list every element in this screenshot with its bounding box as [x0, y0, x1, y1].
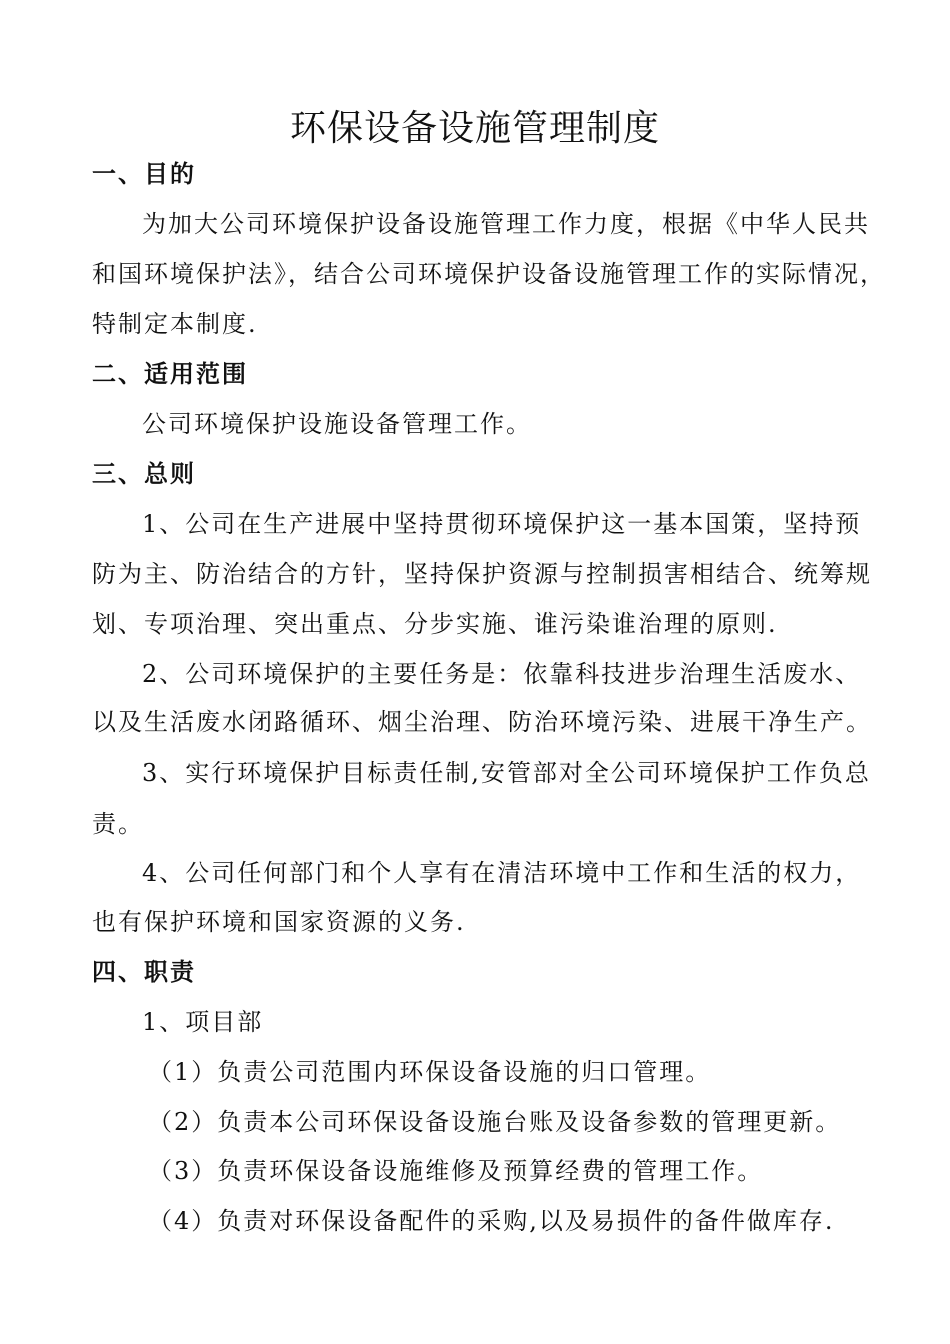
paragraph-line: 公司环境保护设施设备管理工作。	[142, 410, 532, 438]
paragraph-line: 责。	[92, 810, 144, 838]
paragraph-line: 4、公司任何部门和个人享有在清洁环境中工作和生活的权力，	[142, 859, 862, 887]
section-heading-duties: 四、职责	[92, 958, 196, 986]
paragraph-line: 以及生活废水闭路循环、烟尘治理、防治环境污染、进展干净生产。	[92, 708, 872, 736]
document-title: 环保设备设施管理制度	[289, 108, 660, 149]
paragraph-line: 划、专项治理、突出重点、分步实施、谁污染谁治理的原则.	[92, 610, 778, 638]
list-item: （3）负责环保设备设施维修及预算经费的管理工作。	[148, 1157, 764, 1185]
list-item: （4）负责对环保设备配件的采购,以及易损件的备件做库存.	[148, 1207, 835, 1235]
paragraph-line: 也有保护环境和国家资源的义务.	[92, 908, 466, 936]
section-heading-purpose: 一、目的	[92, 160, 196, 188]
paragraph-line: 特制定本制度.	[92, 310, 258, 338]
paragraph-line: 防为主、防治结合的方针，坚持保护资源与控制损害相结合、统筹规	[92, 560, 872, 588]
section-heading-scope: 二、适用范围	[92, 360, 248, 388]
list-item: （2）负责本公司环保设备设施台账及设备参数的管理更新。	[148, 1108, 842, 1136]
paragraph-line: 1、公司在生产进展中坚持贯彻环境保护这一基本国策，坚持预	[142, 510, 862, 538]
list-item: （1）负责公司范围内环保设备设施的归口管理。	[148, 1058, 712, 1086]
section-heading-general: 三、总则	[92, 460, 196, 488]
paragraph-line: 为加大公司环境保护设备设施管理工作力度，根据《中华人民共	[142, 210, 870, 238]
paragraph-line: 2、公司环境保护的主要任务是：依靠科技进步治理生活废水、	[142, 660, 862, 688]
subsection-heading: 1、项目部	[142, 1008, 264, 1036]
paragraph-line: 3、实行环境保护目标责任制,安管部对全公司环境保护工作负总	[142, 759, 871, 787]
paragraph-line: 和国环境保护法》，结合公司环境保护设备设施管理工作的实际情况，	[92, 260, 886, 288]
